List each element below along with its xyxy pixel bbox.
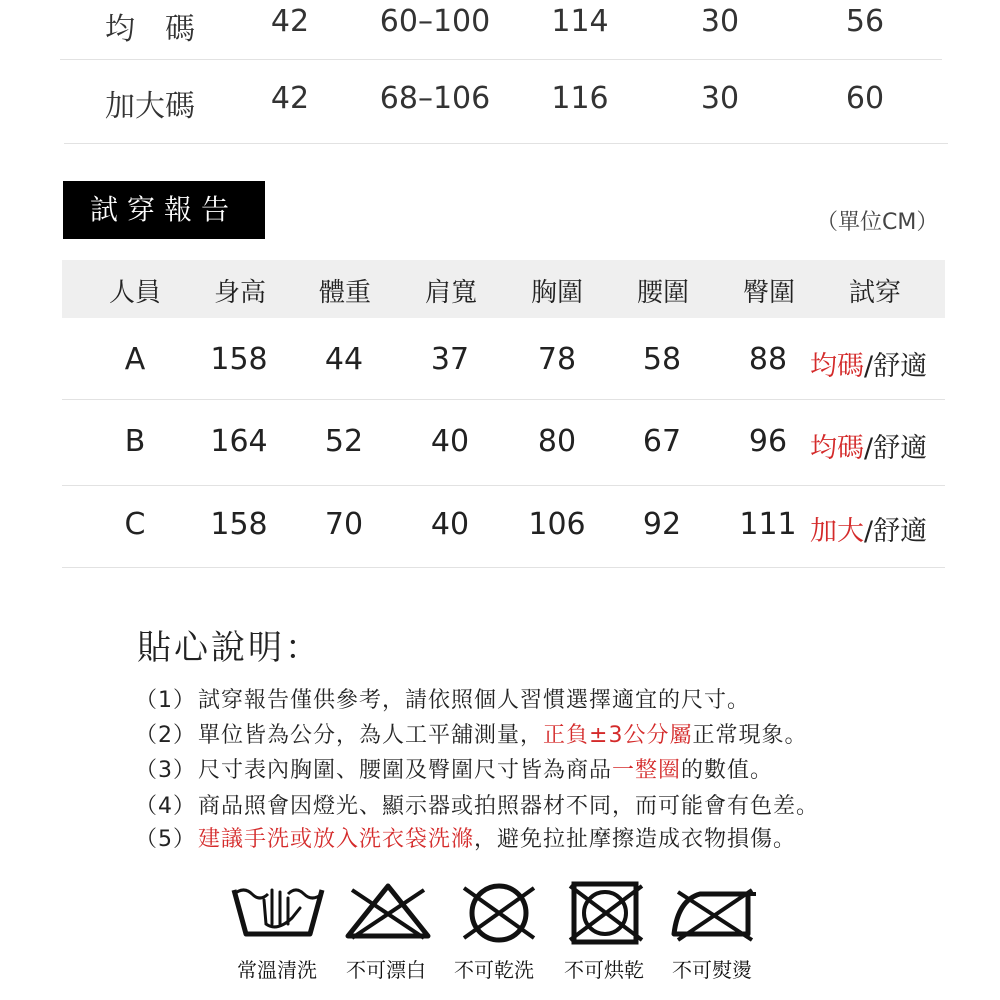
note-item (135, 789, 819, 820)
note-text: 正常現象。 (692, 723, 808, 748)
hip-cell: 88 (748, 342, 788, 377)
size-cell: 114 (551, 4, 609, 39)
header-shoulder: 肩寬 (424, 278, 477, 308)
waist-cell: 67 (642, 424, 682, 459)
hip-cell: 96 (748, 424, 788, 459)
unit-label: （單位CM） (816, 210, 939, 235)
header-chest: 胸圍 (530, 278, 583, 308)
shoulder-cell: 40 (430, 424, 470, 459)
shoulder-cell: 40 (430, 507, 470, 542)
note-number: （2） (135, 723, 196, 748)
care-label-no-bleach: 不可漂白 (346, 958, 426, 982)
note-text: 試穿報告僅供參考，請依照個人習慣選擇適宜的尺寸。 (198, 688, 751, 713)
care-label-hand-wash: 常溫清洗 (237, 958, 317, 982)
size-cell: 30 (700, 4, 740, 39)
fit-feel: 舒適 (873, 516, 928, 547)
note-text-highlight: 一整圈 (612, 758, 682, 783)
note-number: （4） (135, 794, 196, 819)
size-cell: 56 (845, 4, 885, 39)
person-cell: B (124, 424, 146, 459)
person-cell: C (124, 507, 146, 542)
chest-cell: 106 (528, 507, 586, 542)
height-cell: 164 (210, 424, 268, 459)
chest-cell: 78 (537, 342, 577, 377)
weight-cell: 70 (324, 507, 364, 542)
no-dry-clean-icon (456, 880, 542, 946)
note-text: ，避免拉扯摩擦造成衣物損傷。 (474, 827, 797, 852)
waist-cell: 58 (642, 342, 682, 377)
no-tumble-dry-icon (566, 880, 650, 946)
divider (62, 485, 945, 486)
care-label-no-tumble-dry: 不可烘乾 (564, 958, 644, 982)
fitting-report-title: 試穿報告 (63, 181, 265, 239)
note-number: （3） (135, 758, 196, 783)
size-cell: 60 (845, 81, 885, 116)
fit-sep: / (864, 351, 874, 382)
note-text: 的數值。 (681, 758, 774, 783)
note-number: （5） (135, 827, 196, 852)
note-item (135, 822, 796, 853)
fit-cell (810, 509, 927, 548)
table-header (62, 260, 945, 318)
size-row-name: 均 碼 (105, 12, 195, 47)
header-weight: 體重 (318, 278, 371, 308)
chest-cell: 80 (537, 424, 577, 459)
fit-size: 加大 (810, 516, 864, 547)
divider (62, 567, 945, 568)
header-hip: 臀圍 (742, 278, 795, 308)
note-text: 尺寸表內胸圍、腰圍及臀圍尺寸皆為商品 (198, 758, 613, 783)
waist-cell: 92 (642, 507, 682, 542)
size-cell: 68–106 (379, 81, 491, 116)
fit-feel: 舒適 (873, 433, 928, 464)
header-waist: 腰圍 (636, 278, 689, 308)
weight-cell: 52 (324, 424, 364, 459)
note-item (135, 718, 807, 749)
note-text-highlight: 正負±3公分屬 (543, 723, 693, 748)
size-cell: 42 (270, 81, 310, 116)
person-cell: A (124, 342, 146, 377)
care-label-no-iron: 不可熨燙 (672, 958, 752, 982)
no-bleach-icon (342, 880, 434, 942)
hip-cell: 111 (739, 507, 797, 542)
note-text-highlight: 建議手洗或放入洗衣袋洗滌 (198, 827, 475, 852)
notes-title: 貼心說明： (137, 628, 322, 668)
fit-sep: / (864, 433, 874, 464)
weight-cell: 44 (324, 342, 364, 377)
note-number: （1） (135, 688, 196, 713)
size-row-name: 加大碼 (105, 89, 195, 124)
note-item (135, 753, 773, 784)
height-cell: 158 (210, 342, 268, 377)
header-person: 人員 (108, 278, 161, 308)
divider (60, 59, 942, 60)
shoulder-cell: 37 (430, 342, 470, 377)
care-label-no-dry-clean: 不可乾洗 (454, 958, 534, 982)
height-cell: 158 (210, 507, 268, 542)
note-text: 單位皆為公分，為人工平舖測量， (198, 723, 544, 748)
size-cell: 30 (700, 81, 740, 116)
note-text: 商品照會因燈光、顯示器或拍照器材不同，而可能會有色差。 (198, 794, 820, 819)
size-cell: 42 (270, 4, 310, 39)
divider (62, 399, 945, 400)
no-iron-icon (668, 880, 758, 946)
size-cell: 60–100 (379, 4, 491, 39)
header-height: 身高 (213, 278, 266, 308)
fit-cell (810, 426, 927, 465)
fit-feel: 舒適 (873, 351, 928, 382)
fit-size: 均碼 (810, 433, 864, 464)
note-item (135, 683, 750, 714)
header-fit: 試穿 (848, 278, 901, 308)
hand-wash-icon (230, 880, 326, 942)
divider (64, 143, 948, 144)
size-cell: 116 (551, 81, 609, 116)
fit-size: 均碼 (810, 351, 864, 382)
fit-cell (810, 344, 927, 383)
fit-sep: / (864, 516, 874, 547)
